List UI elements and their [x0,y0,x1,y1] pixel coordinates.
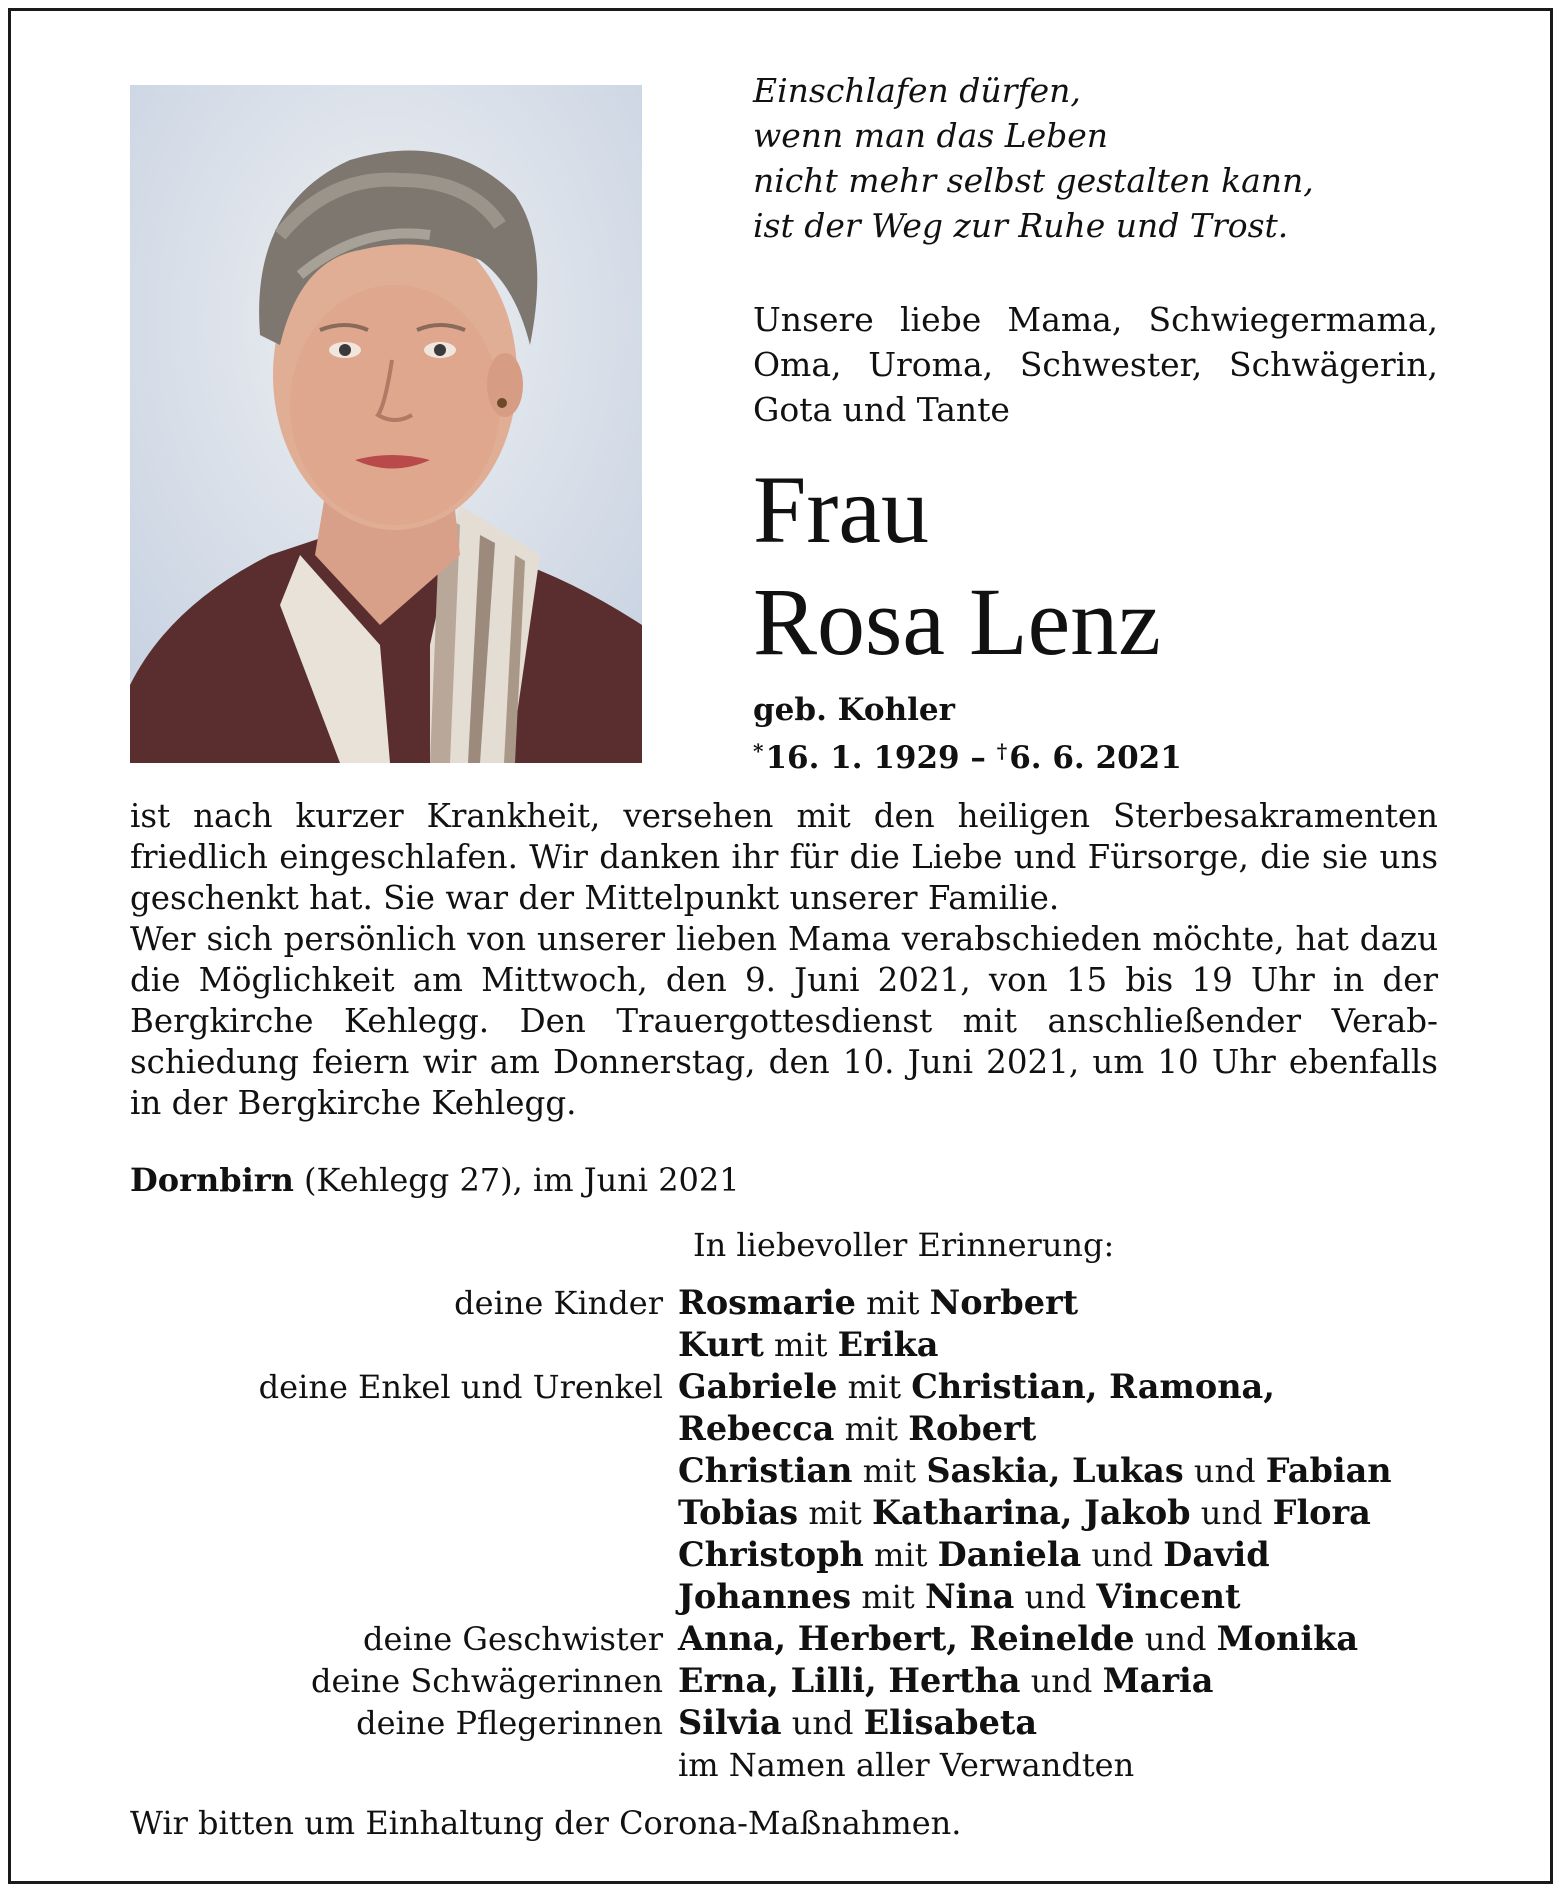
family-connector: und [781,1704,864,1742]
family-row [130,1492,1438,1534]
family-name: Rebecca [678,1409,835,1448]
family-row [130,1618,1438,1660]
portrait-illustration [130,85,642,763]
family-connector: mit [855,1284,930,1322]
family-name: Silvia [678,1703,782,1742]
poem-line: wenn man das Leben [753,116,1109,155]
family-name: Maria [1102,1661,1214,1700]
family-names [678,1282,1078,1324]
family-list [130,1282,1438,1786]
intro-text: Unsere liebe Mama, Schwiegermama, Oma, Uroma, Schwester, Schwägerin, Gota und Tante [753,300,1438,429]
family-connector: mit [852,1452,927,1490]
family-row [130,1324,1438,1366]
family-relation-label: deine Enkel und Urenkel [258,1368,663,1406]
memory-heading: In liebevoller Erinnerung: [693,1226,1115,1264]
family-connector: und [1014,1578,1097,1616]
family-connector: und [1134,1620,1217,1658]
family-name: Kurt [678,1325,764,1364]
poem-line: ist der Weg zur Ruhe und Trost. [753,206,1289,245]
birth-name: geb. Kohler [753,692,955,728]
birth-date: 16. 1. 1929 [765,740,960,776]
family-connector: mit [834,1410,909,1448]
family-names [678,1534,1270,1576]
family-name: Christoph [678,1535,864,1574]
family-connector: mit [863,1536,938,1574]
family-names [678,1618,1358,1660]
place-date-line [130,1160,740,1200]
family-name: Vincent [1096,1577,1241,1616]
poem-line: nicht mehr selbst gestalten kann, [753,161,1314,200]
family-names [678,1744,1134,1786]
family-names [678,1702,1037,1744]
family-name: Katharina, Jakob [871,1493,1191,1532]
portrait-photo [130,85,642,763]
family-row [130,1660,1438,1702]
birth-symbol: * [753,739,764,763]
family-name: Nina [924,1577,1015,1616]
life-dates [753,731,1182,778]
family-connector: und [1190,1494,1273,1532]
family-relation-label: deine Schwägerinnen [310,1662,663,1700]
poem [753,68,1314,248]
family-connector: mit [851,1578,925,1616]
family-name: Daniela [937,1535,1082,1574]
death-date: 6. 6. 2021 [1009,740,1182,776]
place-rest: (Kehlegg 27), im Juni 2021 [293,1161,740,1199]
family-relation-label: deine Pflegerinnen [356,1704,663,1742]
salutation: Frau [753,456,929,563]
family-relation-label [130,1450,678,1492]
family-connector: mit [763,1326,838,1364]
closing-note: Wir bitten um Einhaltung der Corona-Maßnahmen. [130,1804,962,1842]
death-symbol: † [996,739,1008,763]
family-relation-label [130,1408,678,1450]
family-names [678,1366,1275,1408]
family-name: Elisabeta [863,1703,1038,1742]
family-name: Monika [1216,1619,1359,1658]
family-names [678,1492,1371,1534]
family-name: Johannes [678,1577,852,1616]
family-name: Erika [837,1325,939,1364]
family-name: Flora [1272,1493,1371,1532]
family-names [678,1576,1240,1618]
family-row [130,1408,1438,1450]
family-row [130,1576,1438,1618]
family-connector: mit [798,1494,872,1532]
family-relation-label: deine Geschwister [363,1620,663,1658]
family-name: Fabian [1265,1451,1392,1490]
notice-body [130,796,1438,1124]
family-connector: und [1081,1536,1164,1574]
body-paragraph: Wer sich persönlich von unserer lieben Mama verabschieden möchte, hat dazu die Möglichkeit am Mittwoch, den 9. Juni 2021, von 15 bis 19 Uhr in der Bergkirche Kehlegg. Den Trauergottesdienst mit anschließender Verabschiedung feiern wir am Donnerstag, den 10. Juni 2021, um 10 Uhr ebenfalls in der Bergkirche Kehlegg. [130,920,1438,1122]
date-separator: – [959,740,997,776]
poem-line: Einschlafen dürfen, [753,71,1081,110]
family-name: Rosmarie [678,1283,856,1322]
family-relation-label [130,1492,678,1534]
family-name: Christian [678,1451,853,1490]
family-row [130,1366,1438,1408]
family-row [130,1534,1438,1576]
family-name: Anna, Herbert, Reinelde [678,1619,1135,1658]
family-row [130,1450,1438,1492]
family-connector: und [1020,1662,1103,1700]
family-row [130,1744,1438,1786]
family-relation-label [130,1324,678,1366]
family-name: Gabriele [678,1367,838,1406]
family-row [130,1282,1438,1324]
family-connector: und [1183,1452,1266,1490]
family-name: Robert [908,1409,1037,1448]
family-relation-label [130,1744,678,1786]
family-relation-label: deine Kinder [454,1284,663,1322]
family-relation-label [130,1534,678,1576]
place-city: Dornbirn [130,1161,294,1199]
family-name: Norbert [929,1283,1079,1322]
family-row [130,1702,1438,1744]
family-names [678,1324,938,1366]
family-name: Tobias [678,1493,799,1532]
deceased-name: Rosa Lenz [753,568,1161,675]
family-name: David [1163,1535,1270,1574]
body-paragraph: ist nach kurzer Krankheit, versehen mit den heiligen Sterbesakramenten friedlich eingeschlafen. Wir danken ihr für die Liebe und Fürsorge, die sie uns geschenkt hat. Sie war der Mittelpunkt unserer Familie. [130,797,1438,917]
family-names [678,1408,1036,1450]
family-relation-label [130,1576,678,1618]
family-connector: im Namen aller Verwandten [678,1746,1135,1784]
family-names [678,1660,1213,1702]
family-name: Christian, Ramona, [911,1367,1275,1406]
family-names [678,1450,1392,1492]
family-name: Erna, Lilli, Hertha [678,1661,1021,1700]
family-connector: mit [837,1368,912,1406]
family-name: Saskia, Lukas [926,1451,1184,1490]
